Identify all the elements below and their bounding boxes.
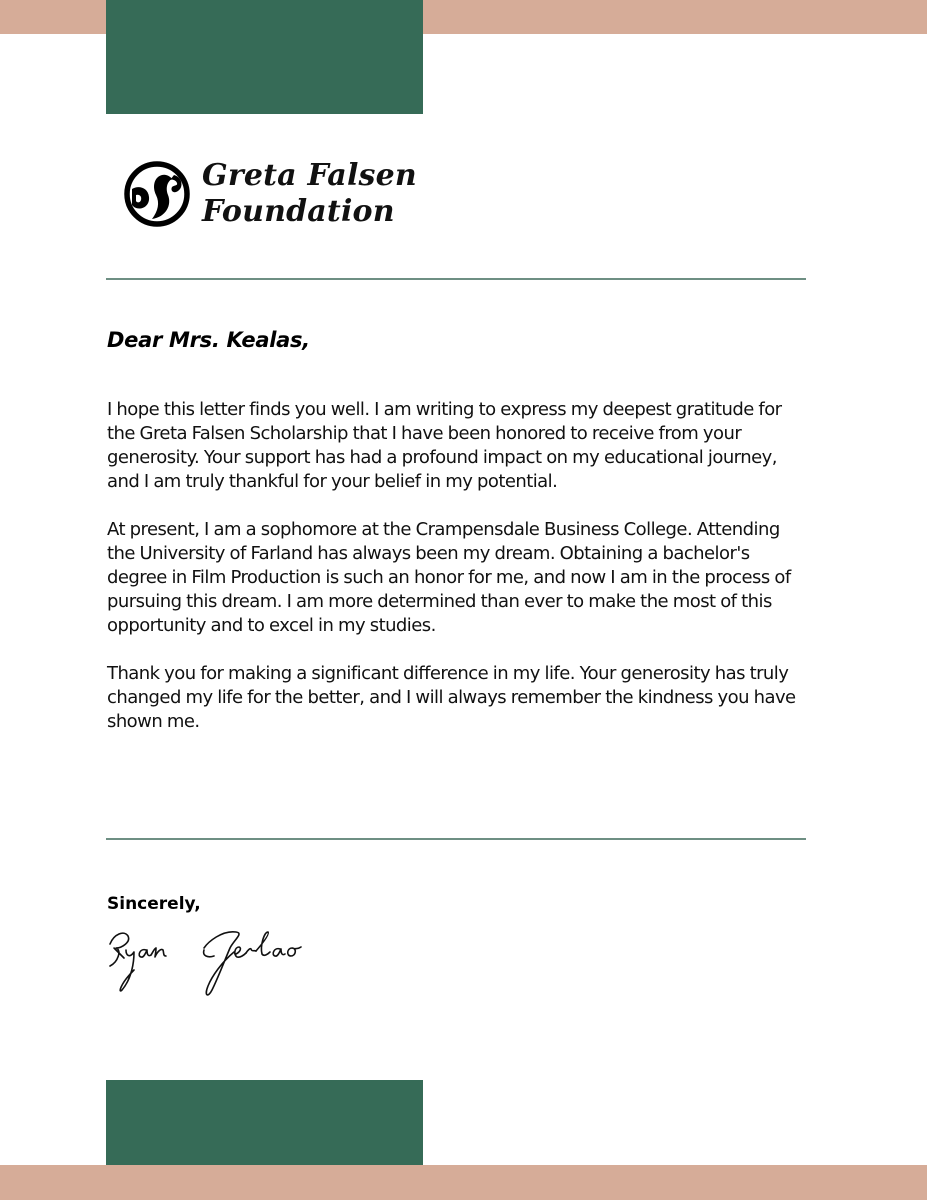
letter-body [107,398,807,758]
paragraph: I hope this letter finds you well. I am writing to express my deepest gratitude for the Greta Falsen Scholarship that I have been honored to receive from your generosity. Your support has had a profound impact on my educational journey, and I am truly thankful for your belief in my potential. [107,399,782,492]
top-accent-block [106,0,423,114]
foundation-emblem-icon [124,161,190,227]
foundation-logo [124,158,417,230]
header-divider [106,278,806,280]
salutation: Dear Mrs. Kealas, [107,328,310,352]
closing: Sincerely, [107,894,201,914]
paragraph: At present, I am a sophomore at the Crampensdale Business College. Attending the University of Farland has always been my dream. Obtaining a bachelor's degree in Film Production is such an honor for me, and now I am in the process of pursuing this dream. I am more determined than ever to make the most of this opportunity and to excel in my studies. [107,519,791,636]
bottom-accent-bar [0,1165,927,1200]
paragraph: Thank you for making a significant difference in my life. Your generosity has truly changed my life for the better, and I will always remember the kindness you have shown me. [107,663,796,732]
signature-image [104,922,329,1002]
org-name-line2: Foundation [202,194,395,229]
org-name-line1: Greta Falsen [202,158,417,193]
footer-divider [106,838,806,840]
